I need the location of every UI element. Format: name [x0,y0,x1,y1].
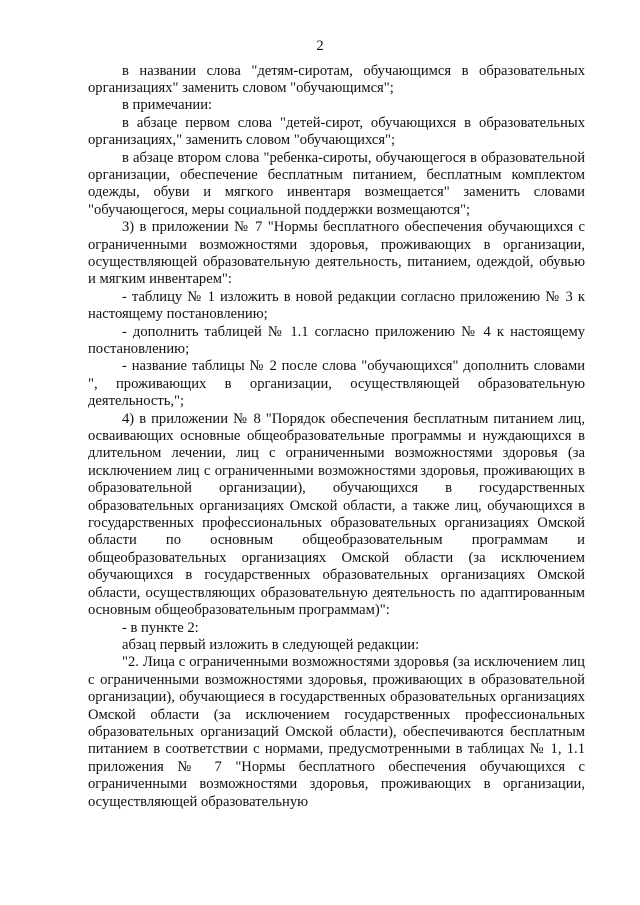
paragraph: в абзаце первом слова "детей-сирот, обучающихся в образовательных организациях," заменить словом "обучающихся"; [88,114,585,149]
paragraph: в абзаце втором слова "ребенка-сироты, обучающегося в образовательной организации, обеспечение бесплатным питанием, бесплатным комплектом одежды, обуви и мягкого инвентаря возмещается" заменить словами "обучающегося, меры социальной поддержки возмещаются"; [88,149,585,218]
paragraph: - в пункте 2: [122,619,199,636]
paragraph: - название таблицы № 2 после слова "обучающихся" дополнить словами ", проживающих в организации, осуществляющей образовательную деятельность,"; [88,358,585,410]
paragraph: - дополнить таблицей № 1.1 согласно приложению № 4 к настоящему постановлению; [88,323,585,357]
paragraph: в названии слова "детям-сиротам, обучающимся в образовательных организациях" заменить словом "обучающимся"; [88,62,585,96]
paragraph: в примечании: [122,97,213,114]
paragraph: - таблицу № 1 изложить в новой редакции согласно приложению № 3 к настоящему постановлению; [88,288,585,323]
page-number: 2 [316,38,324,54]
document-body [88,63,585,811]
paragraph: "2. Лица с ограниченными возможностями здоровья (за исключением лиц с ограниченными возможностями здоровья, проживающих в образовательной организации), обучающиеся в государственных образовательных организациях Омской области (за исключением государственных профессиональных образовательных организаций Омской области), обеспечиваются бесплатным питанием в соответствии с нормами, предусмотренными в таблицах № 1, 1.1 приложения № 7 "Нормы бесплатного обеспечения обучающихся с ограниченными возможностями здоровья, проживающих в организации, осуществляющей образовательную [88,654,585,810]
paragraph: абзац первый изложить в следующей редакции: [122,636,420,653]
paragraph: 4) в приложении № 8 "Порядок обеспечения бесплатным питанием лиц, осваивающих основные общеобразовательные программы и нуждающихся в длительном лечении, лиц с ограниченными возможностями здоровья (за исключением лиц с ограниченными возможностями здоровья, проживающих в образовательной организации), обучающихся в государственных образовательных организациях Омской области, а также лиц, обучающихся в государственных профессиональных образовательных организациях Омской области по основным общеобразовательным программам и общеобразовательных организациях Омской области (за исключением обучающихся в государственных образовательных организациях Омской области, осуществляющих образовательную деятельность по адаптированным основным общеобразовательным программам)": [88,410,585,619]
paragraph: 3) в приложении № 7 "Нормы бесплатного обеспечения обучающихся с ограниченными возможностями здоровья, проживающих в организации, осуществляющей образовательную деятельность, питанием, одеждой, обувью и мягким инвентарем": [88,219,585,288]
